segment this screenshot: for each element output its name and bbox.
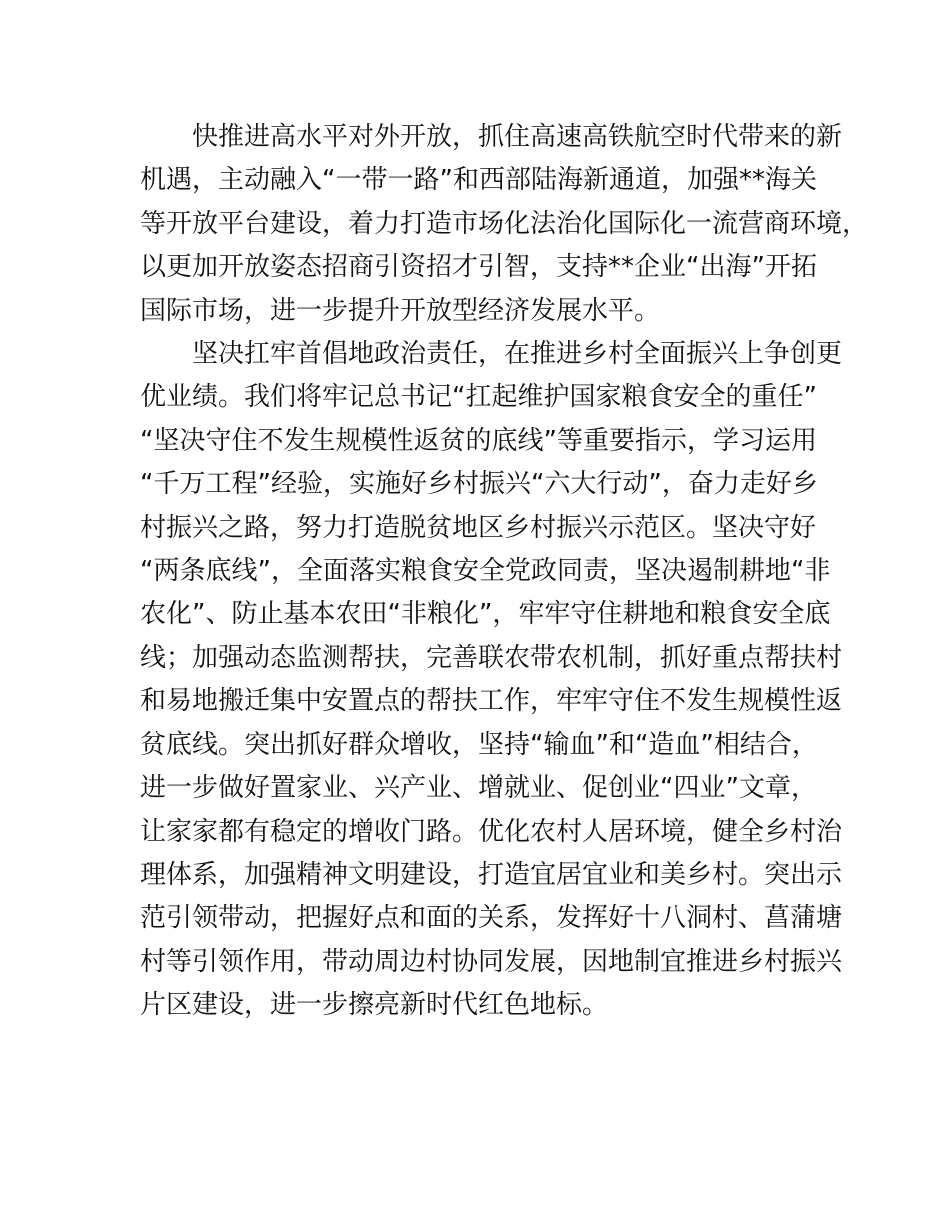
text-line: 线；加强动态监测帮扶，完善联农带农机制，抓好重点帮扶村 — [140, 642, 843, 673]
text-line: 坚决扛牢首倡地政治责任，在推进乡村全面振兴上争创更 — [192, 339, 843, 370]
paragraph-rural-revitalization — [140, 333, 843, 1028]
text-line: 等开放平台建设，着力打造市场化法治化国际化一流营商环境， — [140, 208, 869, 239]
text-line: 快推进高水平对外开放，抓住高速高铁航空时代带来的新 — [192, 122, 843, 152]
text-line: 农化”、防止基本农田“非粮化”，牢牢守住耕地和粮食安全底 — [140, 599, 831, 630]
text-line: “千万工程”经验，实施好乡村振兴“六大行动”，奋力走好乡 — [140, 469, 818, 500]
text-line: 让家家都有稳定的增收门路。优化农村人居环境，健全乡村治 — [140, 816, 843, 847]
text-line: 进一步做好置家业、兴产业、增就业、促创业“四业”文章， — [140, 773, 817, 804]
text-line: 以更加开放姿态招商引资招才引智，支持**企业“出海”开拓 — [140, 252, 817, 283]
document-body — [140, 116, 869, 1028]
text-line: “两条底线”，全面落实粮食安全党政同责，坚决遏制耕地“非 — [140, 556, 831, 587]
text-line: 国际市场，进一步提升开放型经济发展水平。 — [140, 295, 661, 326]
text-line: 范引领带动，把握好点和面的关系，发挥好十八洞村、菖蒲塘 — [140, 903, 843, 934]
text-line: 村振兴之路，努力打造脱贫地区乡村振兴示范区。坚决守好 — [140, 512, 817, 543]
text-line: 和易地搬迁集中安置点的帮扶工作，牢牢守住不发生规模性返 — [140, 686, 843, 717]
text-line: 理体系，加强精神文明建设，打造宜居宜业和美乡村。突出示 — [140, 859, 843, 890]
text-line: 机遇，主动融入“一带一路”和西部陆海新通道，加强**海关 — [140, 165, 817, 196]
text-line: “坚决守住不发生规模性返贫的底线”等重要指示，学习运用 — [140, 425, 817, 456]
text-line: 片区建设，进一步擦亮新时代红色地标。 — [140, 990, 609, 1021]
text-line: 村等引领作用，带动周边村协同发展，因地制宜推进乡村振兴 — [140, 946, 843, 977]
text-line: 贫底线。突出抓好群众增收，坚持“输血”和“造血”相结合， — [140, 729, 818, 760]
text-line: 优业绩。我们将牢记总书记“扛起维护国家粮食安全的重任” — [140, 382, 817, 413]
paragraph-opening-up — [140, 116, 869, 333]
